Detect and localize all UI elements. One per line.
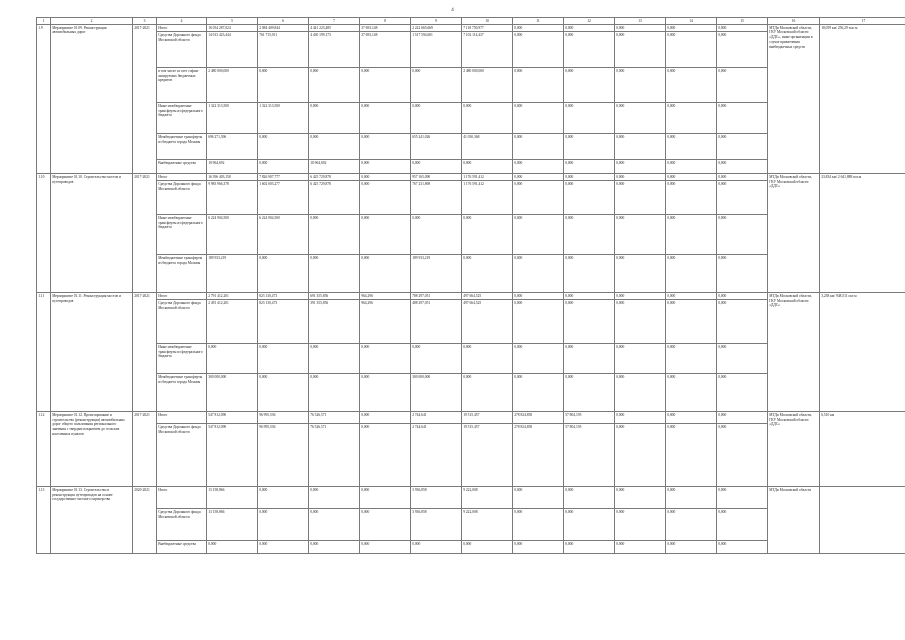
amount-cell: 0,000 <box>717 374 768 412</box>
amount-cell: 2 480 000,000 <box>207 68 258 103</box>
amount-cell: 0,000 <box>360 541 411 554</box>
table-row <box>37 25 905 32</box>
amount-cell: 488 297,051 <box>411 300 462 344</box>
amount-cell: 0,000 <box>717 134 768 160</box>
column-number-7: 7 <box>309 18 360 25</box>
item-period: 2017-2021 <box>133 25 157 174</box>
amount-cell: 1 602 003,277 <box>258 181 309 215</box>
amount-cell: 2 222 665,669 <box>411 25 462 32</box>
amount-cell: 0,000 <box>309 134 360 160</box>
amount-cell: 0,000 <box>513 68 564 103</box>
amount-cell: 0,000 <box>411 103 462 134</box>
amount-cell: 13 158,866 <box>207 487 258 509</box>
amount-cell: 0,000 <box>615 181 666 215</box>
table-row <box>37 293 905 300</box>
column-number-5: 5 <box>207 18 258 25</box>
amount-cell: 0,000 <box>615 32 666 68</box>
amount-cell: 0,000 <box>564 32 615 68</box>
funding-source: Межбюджетные трансферты из бюджета города Москвы <box>157 255 207 293</box>
amount-cell: 16 396 403,158 <box>207 174 258 181</box>
amount-cell: 0,000 <box>360 412 411 424</box>
amount-cell: 0,000 <box>462 374 513 412</box>
amount-cell: 0,000 <box>615 103 666 134</box>
amount-cell: 0,000 <box>666 25 717 32</box>
amount-cell: 7 102 114,437 <box>462 32 513 68</box>
header-row <box>37 18 905 25</box>
amount-cell: 2 744,641 <box>411 424 462 487</box>
amount-cell: 0,000 <box>615 541 666 554</box>
amount-cell: 2 084 409,844 <box>258 25 309 32</box>
amount-cell: 0,000 <box>207 541 258 554</box>
amount-cell: 0,000 <box>513 174 564 181</box>
amount-cell: 547 812,090 <box>207 424 258 487</box>
amount-cell: 0,000 <box>666 68 717 103</box>
column-number-1: 1 <box>37 18 51 25</box>
amount-cell: 0,000 <box>564 215 615 255</box>
amount-cell: 0,000 <box>360 374 411 412</box>
amount-cell: 0,000 <box>717 25 768 32</box>
amount-cell: 0,000 <box>258 541 309 554</box>
amount-cell: 0,000 <box>666 344 717 374</box>
amount-cell: 0,000 <box>411 68 462 103</box>
amount-cell: 0,000 <box>462 255 513 293</box>
item-name: Мероприятие 01.10. Строительство мостов и путепроводов <box>51 174 133 293</box>
column-number-4: 4 <box>157 18 207 25</box>
amount-cell: 4 430 199,173 <box>309 32 360 68</box>
amount-cell: 0,000 <box>462 160 513 174</box>
column-number-10: 10 <box>462 18 513 25</box>
item-number: 1.12 <box>37 412 51 487</box>
budget-table <box>36 17 905 554</box>
amount-cell: 0,000 <box>717 541 768 554</box>
amount-cell: 0,000 <box>666 174 717 181</box>
amount-cell: 0,000 <box>360 424 411 487</box>
amount-cell: 7 826 907,777 <box>258 174 309 181</box>
amount-cell: 0,000 <box>309 215 360 255</box>
amount-cell: 13 158,866 <box>207 509 258 541</box>
amount-cell: 0,000 <box>411 541 462 554</box>
amount-cell: 0,000 <box>309 255 360 293</box>
amount-cell: 16 054 287,024 <box>207 25 258 32</box>
funding-source: Средства Дорожного фонда Московской области <box>157 509 207 541</box>
amount-cell: 0,000 <box>513 344 564 374</box>
amount-cell: 0,000 <box>309 541 360 554</box>
amount-cell: 0,000 <box>666 541 717 554</box>
amount-cell: 1 517 594,601 <box>411 32 462 68</box>
amount-cell: 0,000 <box>258 68 309 103</box>
amount-cell: 10 964,692 <box>309 160 360 174</box>
amount-cell: 0,000 <box>513 374 564 412</box>
amount-cell: 0,000 <box>717 68 768 103</box>
amount-cell: 964,296 <box>360 300 411 344</box>
amount-cell: 0,000 <box>666 134 717 160</box>
responsible-executor: МТДи Московской области, ГКУ Московской области «ДДС» <box>768 293 820 412</box>
amount-cell: 2 480 000,000 <box>462 68 513 103</box>
funding-source: Межбюджетные трансферты из бюджета города Москвы <box>157 134 207 160</box>
amount-cell: 300 000,000 <box>207 374 258 412</box>
amount-cell: 0,000 <box>666 424 717 487</box>
expected-result: 3,238 км/ 948,511 пог.м <box>820 293 905 412</box>
amount-cell: 391 355,856 <box>309 300 360 344</box>
amount-cell: 964,296 <box>360 293 411 300</box>
amount-cell: 0,000 <box>666 255 717 293</box>
amount-cell: 0,000 <box>717 293 768 300</box>
amount-cell: 497 664,525 <box>462 293 513 300</box>
column-number-15: 15 <box>717 18 768 25</box>
amount-cell: 0,000 <box>615 509 666 541</box>
amount-cell: 0,000 <box>615 424 666 487</box>
amount-cell: 761 715,911 <box>258 32 309 68</box>
funding-source: Итого <box>157 412 207 424</box>
amount-cell: 0,000 <box>564 487 615 509</box>
amount-cell: 0,000 <box>462 344 513 374</box>
responsible-executor: МТДи Московской области <box>768 487 820 554</box>
amount-cell: 0,000 <box>513 103 564 134</box>
funding-source: Итого <box>157 25 207 32</box>
amount-cell: 0,000 <box>717 344 768 374</box>
amount-cell: 0,000 <box>564 134 615 160</box>
amount-cell: 547 812,090 <box>207 412 258 424</box>
amount-cell: 14 013 423,444 <box>207 32 258 68</box>
amount-cell: 0,000 <box>615 487 666 509</box>
amount-cell: 0,000 <box>717 215 768 255</box>
column-number-6: 6 <box>258 18 309 25</box>
amount-cell: 0,000 <box>717 174 768 181</box>
amount-cell: 1 176 591,412 <box>462 181 513 215</box>
column-number-13: 13 <box>615 18 666 25</box>
amount-cell: 3 936,858 <box>411 487 462 509</box>
amount-cell: 0,000 <box>309 487 360 509</box>
column-number-14: 14 <box>666 18 717 25</box>
amount-cell: 0,000 <box>513 160 564 174</box>
item-period: 2020-2021 <box>133 487 157 554</box>
amount-cell: 0,000 <box>564 160 615 174</box>
responsible-executor: МТДи Московской области, ГКУ Московской области «ДДС» <box>768 412 820 487</box>
amount-cell: 823 130,473 <box>258 293 309 300</box>
amount-cell: 0,000 <box>564 181 615 215</box>
table-row <box>37 487 905 509</box>
amount-cell: 1 176 591,412 <box>462 174 513 181</box>
amount-cell: 0,000 <box>666 181 717 215</box>
amount-cell: 0,000 <box>564 541 615 554</box>
expected-result: 6,510 км <box>820 412 905 487</box>
item-period: 2017-2021 <box>133 174 157 293</box>
item-name: Мероприятие 01.09. Реконструкция автомобильных дорог <box>51 25 133 174</box>
column-number-17: 17 <box>820 18 905 25</box>
amount-cell: 0,000 <box>360 160 411 174</box>
amount-cell: 957 165,090 <box>411 174 462 181</box>
amount-cell: 0,000 <box>666 374 717 412</box>
amount-cell: 0,000 <box>564 293 615 300</box>
amount-cell: 0,000 <box>615 134 666 160</box>
amount-cell: 6 224 904,500 <box>258 215 309 255</box>
amount-cell: 0,000 <box>513 181 564 215</box>
amount-cell: 189 933,219 <box>207 255 258 293</box>
amount-cell: 0,000 <box>666 103 717 134</box>
amount-cell: 655 241,026 <box>411 134 462 160</box>
amount-cell: 767 231,869 <box>411 181 462 215</box>
amount-cell: 0,000 <box>615 374 666 412</box>
item-number: 1.10 <box>37 174 51 293</box>
amount-cell: 0,000 <box>564 255 615 293</box>
funding-source: Иные межбюджетные трансферты из федерального бюджета <box>157 344 207 374</box>
item-number: 1.13 <box>37 487 51 554</box>
amount-cell: 0,000 <box>360 509 411 541</box>
amount-cell: 0,000 <box>615 412 666 424</box>
amount-cell: 2 744,641 <box>411 412 462 424</box>
item-name: Мероприятие 01.12. Проектирование и строительство (реконструкция) автомобильных дорог общего пользования регионального значения с твердым покрытием до сельских населенных пунктов <box>51 412 133 487</box>
amount-cell: 0,000 <box>615 344 666 374</box>
funding-source: Итого <box>157 174 207 181</box>
amount-cell: 96 995,536 <box>258 412 309 424</box>
amount-cell: 19 515,457 <box>462 412 513 424</box>
column-number-2: 2 <box>51 18 133 25</box>
amount-cell: 0,000 <box>258 487 309 509</box>
expected-result: 23,834 км/ 2 641,888 пог.м <box>820 174 905 293</box>
amount-cell: 0,000 <box>360 255 411 293</box>
amount-cell: 0,000 <box>666 215 717 255</box>
amount-cell: 57 804,195 <box>564 412 615 424</box>
amount-cell: 0,000 <box>411 344 462 374</box>
amount-cell: 0,000 <box>717 424 768 487</box>
amount-cell: 0,000 <box>258 160 309 174</box>
amount-cell: 0,000 <box>513 509 564 541</box>
item-number: 1.9 <box>37 25 51 174</box>
funding-source: Средства Дорожного фонда Московской области <box>157 424 207 487</box>
amount-cell: 0,000 <box>462 103 513 134</box>
column-number-12: 12 <box>564 18 615 25</box>
amount-cell: 300 000,000 <box>411 374 462 412</box>
amount-cell: 0,000 <box>717 181 768 215</box>
amount-cell: 823 130,473 <box>258 300 309 344</box>
amount-cell: 0,000 <box>513 32 564 68</box>
column-number-11: 11 <box>513 18 564 25</box>
funding-source: Иные межбюджетные трансферты из федерального бюджета <box>157 103 207 134</box>
column-number-3: 3 <box>133 18 157 25</box>
amount-cell: 0,000 <box>513 25 564 32</box>
amount-cell: 788 297,051 <box>411 293 462 300</box>
item-period: 2017-2021 <box>133 412 157 487</box>
amount-cell: 0,000 <box>615 300 666 344</box>
amount-cell: 0,000 <box>258 134 309 160</box>
item-name: Мероприятие 01.13. Строительство и реконструкция путепроводов на основе государственно-частного партнерства <box>51 487 133 554</box>
amount-cell: 0,000 <box>207 344 258 374</box>
amount-cell: 0,000 <box>564 174 615 181</box>
amount-cell: 96 995,536 <box>258 424 309 487</box>
funding-source: Межбюджетные трансферты из бюджета города Москвы <box>157 374 207 412</box>
funding-source: Иные межбюджетные трансферты из федерального бюджета <box>157 215 207 255</box>
funding-source: Средства Дорожного фонда Московской области <box>157 181 207 215</box>
amount-cell: 0,000 <box>411 160 462 174</box>
amount-cell: 0,000 <box>360 215 411 255</box>
amount-cell: 0,000 <box>564 103 615 134</box>
amount-cell: 6 425 729,878 <box>309 181 360 215</box>
amount-cell: 0,000 <box>309 344 360 374</box>
amount-cell: 0,000 <box>564 25 615 32</box>
funding-source: Итого <box>157 487 207 509</box>
amount-cell: 0,000 <box>666 487 717 509</box>
amount-cell: 9 222,008 <box>462 509 513 541</box>
amount-cell: 189 933,219 <box>411 255 462 293</box>
amount-cell: 0,000 <box>564 344 615 374</box>
amount-cell: 0,000 <box>360 174 411 181</box>
amount-cell: 696 271,396 <box>207 134 258 160</box>
amount-cell: 0,000 <box>717 103 768 134</box>
amount-cell: 1 322 313,500 <box>207 103 258 134</box>
amount-cell: 0,000 <box>309 374 360 412</box>
amount-cell: 0,000 <box>513 300 564 344</box>
amount-cell: 0,000 <box>666 32 717 68</box>
amount-cell: 0,000 <box>513 293 564 300</box>
amount-cell: 0,000 <box>513 255 564 293</box>
column-number-16: 16 <box>768 18 820 25</box>
amount-cell: 0,000 <box>615 160 666 174</box>
funding-source: Внебюджетные средства <box>157 160 207 174</box>
amount-cell: 0,000 <box>564 68 615 103</box>
amount-cell: 0,000 <box>717 487 768 509</box>
amount-cell: 0,000 <box>666 509 717 541</box>
column-number-8: 8 <box>360 18 411 25</box>
amount-cell: 6 425 729,878 <box>309 174 360 181</box>
amount-cell: 0,000 <box>513 541 564 554</box>
amount-cell: 9 983 966,378 <box>207 181 258 215</box>
amount-cell: 0,000 <box>258 255 309 293</box>
amount-cell: 0,000 <box>360 103 411 134</box>
amount-cell: 2 791 412,201 <box>207 293 258 300</box>
amount-cell: 0,000 <box>309 68 360 103</box>
amount-cell: 4 441 223,485 <box>309 25 360 32</box>
amount-cell: 2 491 412,201 <box>207 300 258 344</box>
amount-cell: 7 118 750,977 <box>462 25 513 32</box>
amount-cell: 0,000 <box>513 215 564 255</box>
amount-cell: 0,000 <box>615 293 666 300</box>
amount-cell: 0,000 <box>666 293 717 300</box>
table-row <box>37 174 905 181</box>
amount-cell: 0,000 <box>564 509 615 541</box>
amount-cell: 76 526,571 <box>309 412 360 424</box>
table-row <box>37 412 905 424</box>
amount-cell: 497 664,525 <box>462 300 513 344</box>
amount-cell: 0,000 <box>717 300 768 344</box>
amount-cell: 0,000 <box>666 300 717 344</box>
amount-cell: 0,000 <box>717 255 768 293</box>
amount-cell: 0,000 <box>258 344 309 374</box>
amount-cell: 0,000 <box>666 412 717 424</box>
amount-cell: 0,000 <box>258 509 309 541</box>
amount-cell: 0,000 <box>360 487 411 509</box>
amount-cell: 0,000 <box>615 25 666 32</box>
amount-cell: 10 964,692 <box>207 160 258 174</box>
amount-cell: 278 824,850 <box>513 424 564 487</box>
amount-cell: 0,000 <box>411 215 462 255</box>
amount-cell: 0,000 <box>462 541 513 554</box>
amount-cell: 0,000 <box>513 134 564 160</box>
amount-cell: 76 526,571 <box>309 424 360 487</box>
amount-cell: 0,000 <box>360 344 411 374</box>
funding-source: Средства Дорожного фонда Московской области <box>157 300 207 344</box>
amount-cell: 691 355,856 <box>309 293 360 300</box>
amount-cell: 9 222,008 <box>462 487 513 509</box>
amount-cell: 0,000 <box>717 412 768 424</box>
amount-cell: 0,000 <box>615 255 666 293</box>
amount-cell: 1 322 313,500 <box>258 103 309 134</box>
page-number: 4 <box>451 8 454 13</box>
item-period: 2017-2021 <box>133 293 157 412</box>
amount-cell: 0,000 <box>564 374 615 412</box>
amount-cell: 0,000 <box>717 509 768 541</box>
amount-cell: 0,000 <box>615 215 666 255</box>
funding-source: Внебюджетные средства <box>157 541 207 554</box>
expected-result: 18,059 км/ 256,29 тыс.м <box>820 25 905 174</box>
amount-cell: 0,000 <box>462 215 513 255</box>
amount-cell: 0,000 <box>360 134 411 160</box>
item-name: Мероприятие 01.11. Реконструкция мостов и путепроводов <box>51 293 133 412</box>
amount-cell: 0,000 <box>258 374 309 412</box>
amount-cell: 41 030,368 <box>462 134 513 160</box>
column-number-9: 9 <box>411 18 462 25</box>
amount-cell: 19 515,457 <box>462 424 513 487</box>
amount-cell: 0,000 <box>615 174 666 181</box>
amount-cell: 0,000 <box>309 509 360 541</box>
amount-cell: 37 693,148 <box>360 32 411 68</box>
amount-cell: 0,000 <box>717 32 768 68</box>
funding-source: Средства Дорожного фонда Московской области <box>157 32 207 68</box>
amount-cell: 0,000 <box>360 68 411 103</box>
item-number: 1.11 <box>37 293 51 412</box>
amount-cell: 278 824,850 <box>513 412 564 424</box>
responsible-executor: МТДи Московской области, ГКУ Московской области «ДДС», иные организации в случае привлечения внебюджетных средств <box>768 25 820 174</box>
funding-source: в том числе за счет софин- ансируемых бюджетных кредитов <box>157 68 207 103</box>
funding-source: Итого <box>157 293 207 300</box>
amount-cell: 0,000 <box>666 160 717 174</box>
table-body <box>37 18 905 554</box>
amount-cell: 3 936,858 <box>411 509 462 541</box>
amount-cell: 6 224 904,500 <box>207 215 258 255</box>
amount-cell: 0,000 <box>513 487 564 509</box>
amount-cell: 0,000 <box>309 103 360 134</box>
amount-cell: 0,000 <box>564 300 615 344</box>
amount-cell: 57 804,195 <box>564 424 615 487</box>
expected-result <box>820 487 905 554</box>
amount-cell: 0,000 <box>615 68 666 103</box>
amount-cell: 0,000 <box>717 160 768 174</box>
responsible-executor: МТДи Московской области, ГКУ Московской области «ДДС» <box>768 174 820 293</box>
amount-cell: 37 693,148 <box>360 25 411 32</box>
amount-cell: 0,000 <box>360 181 411 215</box>
